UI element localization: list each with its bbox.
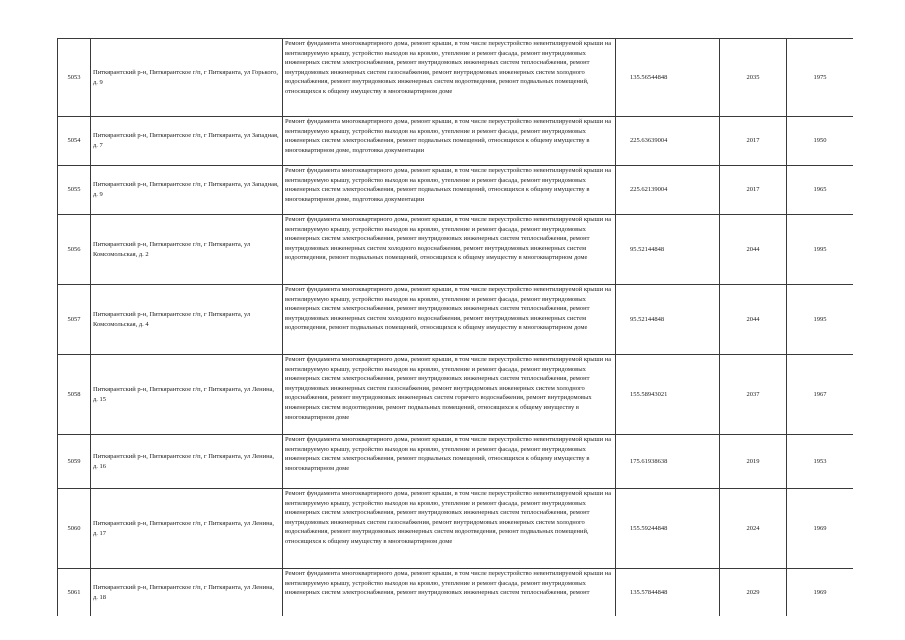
planned-year-cell: 2019 (720, 435, 787, 489)
cost-cell: 175.61938638 (616, 435, 720, 489)
row-id: 5057 (58, 285, 91, 355)
works-cell: Ремонт фундамента многоквартирного дома, ремонт крыши, в том числе переустройство невентилируемой крыши на вентилируемую крышу, устройство выходов на кровлю, утепление и ремонт фасада, ремонт внутридомовых инженерных систем электроснабжения, ремонт внутридомовых инженерных систем теплоснабжения, ремонт внутридомовых инженерных систем газоснабжения, ремонт внутридомовых инженерных систем холодного водоснабжения, ремонт внутридомовых инженерных систем горячего водоснабжения, ремонт внутридомовых инженерных систем водоотведения, ремонт подвальных помещений, относящихся к общему имуществу в многоквартирном доме (283, 355, 616, 435)
table-row (58, 117, 854, 166)
row-id: 5061 (58, 569, 91, 617)
document-page (57, 38, 853, 616)
planned-year-cell: 2029 (720, 569, 787, 617)
table-row (58, 285, 854, 355)
build-year-cell: 1953 (787, 435, 854, 489)
works-cell: Ремонт фундамента многоквартирного дома, ремонт крыши, в том числе переустройство невентилируемой крыши на вентилируемую крышу, устройство выходов на кровлю, утепление и ремонт фасада, ремонт внутридомовых инженерных систем электроснабжения, ремонт внутридомовых инженерных систем теплоснабжения, ремонт (283, 569, 616, 617)
works-cell: Ремонт фундамента многоквартирного дома, ремонт крыши, в том числе переустройство невентилируемой крыши на вентилируемую крышу, устройство выходов на кровлю, утепление и ремонт фасада, ремонт внутридомовых инженерных систем электроснабжения, ремонт подвальных помещений, относящихся к общему имуществу в многоквартирном доме, подготовка документации (283, 117, 616, 166)
cost-cell: 95.52144848 (616, 215, 720, 285)
planned-year-cell: 2044 (720, 285, 787, 355)
address-cell: Питкярантский р-н, Питкярантское г/п, г Питкяранта, ул Ленина, д. 18 (91, 569, 283, 617)
build-year-cell: 1995 (787, 285, 854, 355)
cost-cell: 225.62139004 (616, 166, 720, 215)
row-id: 5060 (58, 489, 91, 569)
cost-cell: 155.58943021 (616, 355, 720, 435)
address-cell: Питкярантский р-н, Питкярантское г/п, г Питкяранта, ул Горького, д. 9 (91, 39, 283, 117)
planned-year-cell: 2017 (720, 166, 787, 215)
row-id: 5053 (58, 39, 91, 117)
works-cell: Ремонт фундамента многоквартирного дома, ремонт крыши, в том числе переустройство невентилируемой крыши на вентилируемую крышу, устройство выходов на кровлю, утепление и ремонт фасада, ремонт внутридомовых инженерных систем электроснабжения, ремонт внутридомовых инженерных систем теплоснабжения, ремонт внутридомовых инженерных систем холодного водоснабжения, ремонт внутридомовых инженерных систем водоотведения, ремонт подвальных помещений, относящихся к общему имуществу в многоквартирном доме (283, 215, 616, 285)
build-year-cell: 1969 (787, 489, 854, 569)
row-id: 5059 (58, 435, 91, 489)
works-cell: Ремонт фундамента многоквартирного дома, ремонт крыши, в том числе переустройство невентилируемой крыши на вентилируемую крышу, устройство выходов на кровлю, утепление и ремонт фасада, ремонт внутридомовых инженерных систем электроснабжения, ремонт подвальных помещений, относящихся к общему имуществу в многоквартирном доме, подготовка документации (283, 166, 616, 215)
address-cell: Питкярантский р-н, Питкярантское г/п, г Питкяранта, ул Ленина, д. 16 (91, 435, 283, 489)
table-row (58, 39, 854, 117)
planned-year-cell: 2044 (720, 215, 787, 285)
address-cell: Питкярантский р-н, Питкярантское г/п, г Питкяранта, ул Комсомольская, д. 4 (91, 285, 283, 355)
planned-year-cell: 2037 (720, 355, 787, 435)
works-cell: Ремонт фундамента многоквартирного дома, ремонт крыши, в том числе переустройство невентилируемой крыши на вентилируемую крышу, устройство выходов на кровлю, утепление и ремонт фасада, ремонт внутридомовых инженерных систем электроснабжения, ремонт подвальных помещений, относящихся к общему имуществу в многоквартирном доме (283, 435, 616, 489)
table-row (58, 569, 854, 617)
works-cell: Ремонт фундамента многоквартирного дома, ремонт крыши, в том числе переустройство невентилируемой крыши на вентилируемую крышу, устройство выходов на кровлю, утепление и ремонт фасада, ремонт внутридомовых инженерных систем электроснабжения, ремонт внутридомовых инженерных систем теплоснабжения, ремонт внутридомовых инженерных систем газоснабжения, ремонт внутридомовых инженерных систем холодного водоснабжения, ремонт внутридомовых инженерных систем водоотведения, ремонт подвальных помещений, относящихся к общему имуществу в многоквартирном доме (283, 39, 616, 117)
row-id: 5055 (58, 166, 91, 215)
cost-cell: 95.52144848 (616, 285, 720, 355)
table-row (58, 435, 854, 489)
build-year-cell: 1995 (787, 215, 854, 285)
works-cell: Ремонт фундамента многоквартирного дома, ремонт крыши, в том числе переустройство невентилируемой крыши на вентилируемую крышу, устройство выходов на кровлю, утепление и ремонт фасада, ремонт внутридомовых инженерных систем электроснабжения, ремонт внутридомовых инженерных систем теплоснабжения, ремонт внутридомовых инженерных систем холодного водоснабжения, ремонт внутридомовых инженерных систем водоотведения, ремонт подвальных помещений, относящихся к общему имуществу в многоквартирном доме (283, 285, 616, 355)
address-cell: Питкярантский р-н, Питкярантское г/п, г Питкяранта, ул Комсомольская, д. 2 (91, 215, 283, 285)
build-year-cell: 1975 (787, 39, 854, 117)
address-cell: Питкярантский р-н, Питкярантское г/п, г Питкяранта, ул Ленина, д. 17 (91, 489, 283, 569)
cost-cell: 225.63639004 (616, 117, 720, 166)
address-cell: Питкярантский р-н, Питкярантское г/п, г Питкяранта, ул Ленина, д. 15 (91, 355, 283, 435)
table-row (58, 355, 854, 435)
address-cell: Питкярантский р-н, Питкярантское г/п, г Питкяранта, ул Западная, д. 7 (91, 117, 283, 166)
planned-year-cell: 2024 (720, 489, 787, 569)
table-row (58, 489, 854, 569)
build-year-cell: 1965 (787, 166, 854, 215)
planned-year-cell: 2035 (720, 39, 787, 117)
repair-program-table (57, 38, 853, 616)
cost-cell: 135.57844848 (616, 569, 720, 617)
cost-cell: 135.56544848 (616, 39, 720, 117)
build-year-cell: 1969 (787, 569, 854, 617)
table-row (58, 215, 854, 285)
planned-year-cell: 2017 (720, 117, 787, 166)
row-id: 5054 (58, 117, 91, 166)
row-id: 5056 (58, 215, 91, 285)
build-year-cell: 1967 (787, 355, 854, 435)
table-body (58, 39, 854, 617)
row-id: 5058 (58, 355, 91, 435)
works-cell: Ремонт фундамента многоквартирного дома, ремонт крыши, в том числе переустройство невентилируемой крыши на вентилируемую крышу, устройство выходов на кровлю, утепление и ремонт фасада, ремонт внутридомовых инженерных систем электроснабжения, ремонт внутридомовых инженерных систем теплоснабжения, ремонт внутридомовых инженерных систем газоснабжения, ремонт внутридомовых инженерных систем холодного водоснабжения, ремонт внутридомовых инженерных систем водоотведения, ремонт подвальных помещений, относящихся к общему имуществу в многоквартирном доме (283, 489, 616, 569)
address-cell: Питкярантский р-н, Питкярантское г/п, г Питкяранта, ул Западная, д. 9 (91, 166, 283, 215)
cost-cell: 155.59244848 (616, 489, 720, 569)
table-row (58, 166, 854, 215)
build-year-cell: 1950 (787, 117, 854, 166)
